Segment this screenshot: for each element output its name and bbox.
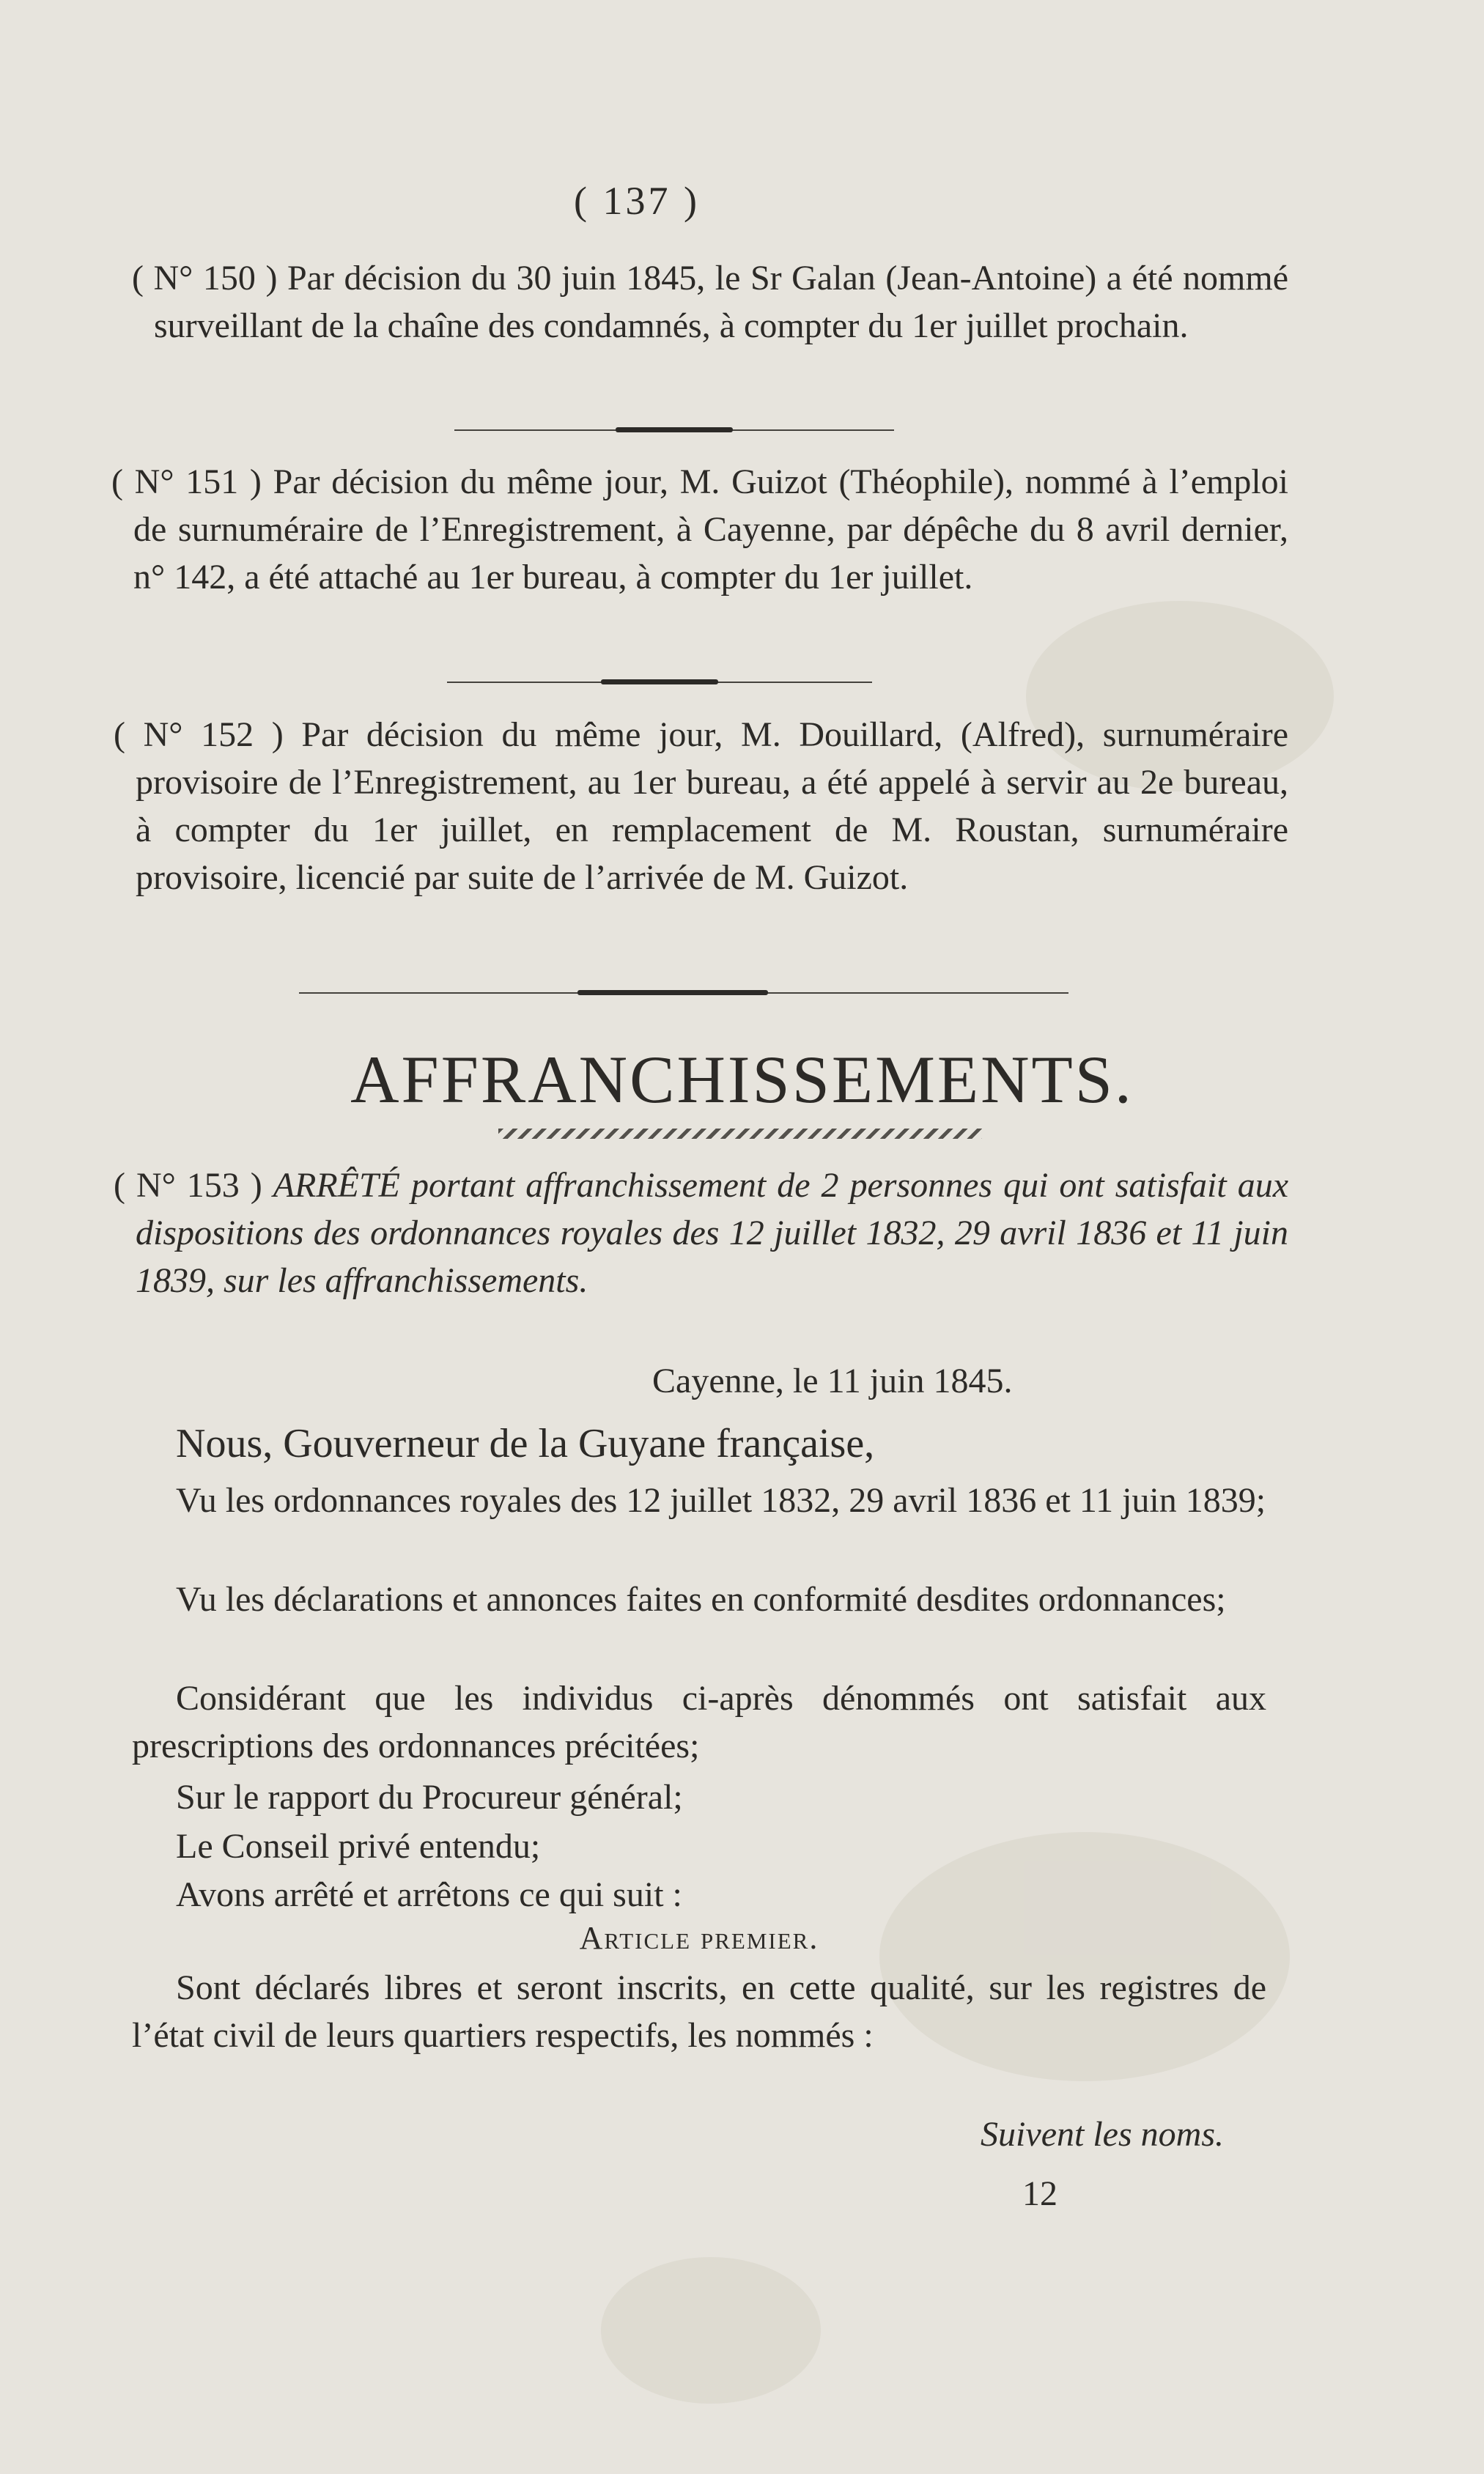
notice-text: Par décision du même jour, M. Douillard, (Alfred), surnuméraire provisoire de l’Enregistrement, au 1er bureau, a été appelé à servir au 2e bureau, à compter du 1er juillet, en remplacement de M. Roustan, surnuméraire provisoire, licencié par suite de l’arrivée de M. Guizot. <box>136 715 1288 897</box>
separator-rule <box>447 682 872 683</box>
notice-152 <box>114 711 1288 901</box>
preamble: Nous, Gouverneur de la Guyane française, <box>176 1421 875 1466</box>
notice-150 <box>132 254 1288 350</box>
place-date: Cayenne, le 11 juin 1845. <box>652 1362 1013 1400</box>
notice-151 <box>111 458 1288 601</box>
notice-number: ( N° 152 ) <box>114 715 284 754</box>
notice-text: Par décision du même jour, M. Guizot (Théophile), nommé à l’emploi de surnuméraire de l’Enregistrement, à Cayenne, par dépêche du 8 avril dernier, n° 142, a été attaché au 1er bureau, à compter du 1er juillet. <box>133 462 1289 597</box>
consideration: Sur le rapport du Procureur général; <box>176 1778 683 1817</box>
section-title: AFFRANCHISSEMENTS. <box>350 1042 1134 1117</box>
arrete-title: ARRÊTÉ portant affranchissement de 2 personnes qui ont satisfait aux dispositions des ordonnances royales des 12 juillet 1832, 29 avril 1836 et 11 juin 1839, sur les affranchissements. <box>136 1166 1288 1300</box>
page-number: ( 137 ) <box>574 179 700 223</box>
separator-rule-long <box>299 992 1068 994</box>
notice-number: ( N° 150 ) <box>132 259 278 298</box>
consideration: Vu les ordonnances royales des 12 juillet 1832, 29 avril 1836 et 11 juin 1839; <box>176 1481 1266 1520</box>
separator-rule <box>454 429 894 431</box>
arrete-heading <box>114 1162 1288 1304</box>
article-text: Sont déclarés libres et seront inscrits, en cette qualité, sur les registres de l’état civil de leurs quartiers respectifs, les nommés : <box>132 1968 1266 2055</box>
consideration: Considérant que les individus ci-après dénommés ont satisfait aux prescriptions des ordonnances précitées; <box>132 1679 1266 1765</box>
consideration: Le Conseil privé entendu; <box>176 1827 541 1866</box>
article-heading: Article premier. <box>579 1920 819 1956</box>
ornament-rule <box>498 1129 982 1139</box>
signature-mark: 12 <box>1022 2174 1057 2213</box>
arrete-number: ( N° 153 ) <box>114 1166 262 1205</box>
paper-stain <box>601 2257 821 2404</box>
notice-number: ( N° 151 ) <box>111 462 262 501</box>
consideration: Avons arrêté et arrêtons ce qui suit : <box>176 1875 682 1914</box>
consideration: Vu les déclarations et annonces faites en conformité desdites ordonnances; <box>176 1580 1226 1619</box>
notice-text: Par décision du 30 juin 1845, le Sr Galan (Jean-Antoine) a été nommé surveillant de la chaîne des condamnés, à compter du 1er juillet prochain. <box>154 259 1289 345</box>
closing-note: Suivent les noms. <box>981 2115 1224 2154</box>
